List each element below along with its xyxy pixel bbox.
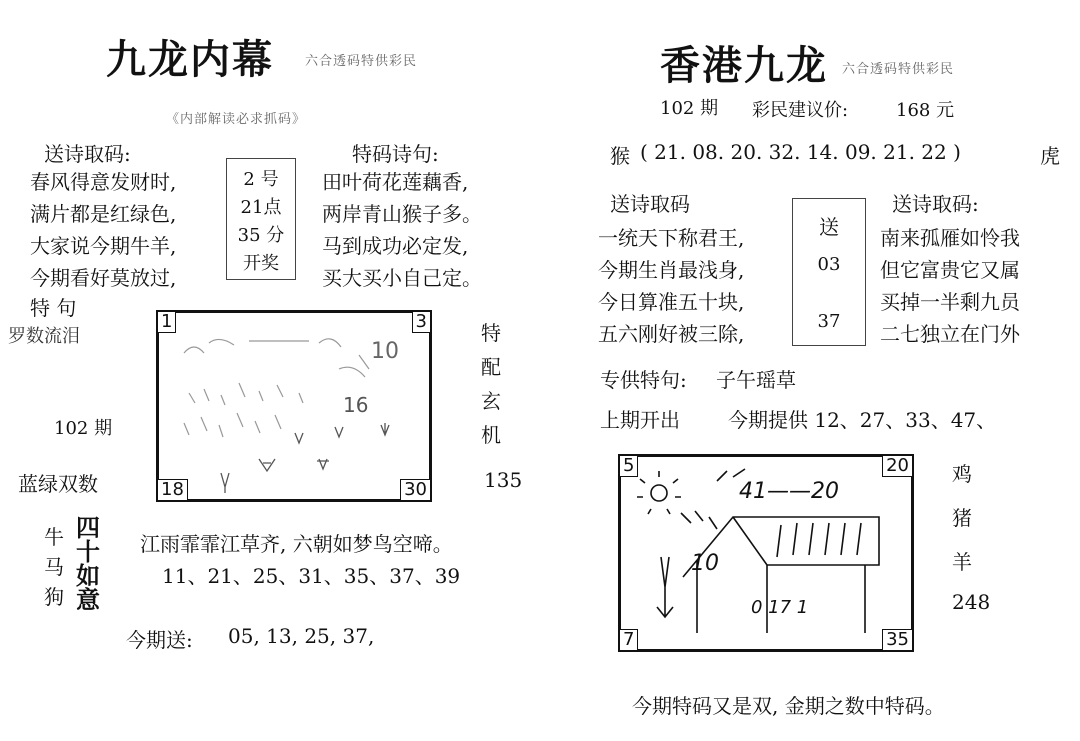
vertical-char: 特 xyxy=(481,321,501,345)
monkey-label: 猴 xyxy=(610,144,630,168)
corner-number: 7 xyxy=(619,629,638,651)
sketch-number: 10 xyxy=(371,339,399,364)
right-footer: 今期特码又是双, 金期之数中特码。 xyxy=(632,694,945,718)
number-sequence: ( 21. 08. 20. 32. 14. 09. 21. 22 ) xyxy=(640,140,961,164)
right-issue: 102 期 xyxy=(660,98,719,119)
left-poem-label: 送诗取码: xyxy=(44,142,131,166)
right-poem-right xyxy=(880,222,1020,350)
poem-label-left: 送诗取码 xyxy=(610,192,690,216)
corner-number: 3 xyxy=(412,311,431,333)
tj-label: 特 句 xyxy=(30,296,77,320)
poem-line: 买大买小自己定。 xyxy=(322,266,482,290)
motto-char: 意 xyxy=(76,585,100,614)
sketch-text: 10 xyxy=(691,551,719,576)
poem-line: 大家说今期牛羊, xyxy=(30,234,177,258)
corner-number: 18 xyxy=(157,479,188,501)
tiger-label: 虎 xyxy=(1040,144,1060,168)
right-title: 香港九龙 xyxy=(660,42,828,89)
side-animal: 羊 xyxy=(952,550,972,574)
side-animal: 鸡 xyxy=(952,462,972,486)
left-issue: 102 期 xyxy=(54,418,113,439)
send-box-number: 37 xyxy=(817,311,841,332)
side-animal: 猪 xyxy=(952,506,972,530)
left-sketch-drawing xyxy=(159,313,429,499)
left-title: 九龙内幕 xyxy=(106,36,274,83)
right-sketch-frame xyxy=(618,454,914,652)
right-title-sub: 六合透码特供彩民 xyxy=(842,62,955,77)
price: 168 元 xyxy=(896,100,955,121)
animals xyxy=(44,522,64,612)
poem-line: 田叶荷花莲藕香, xyxy=(322,170,469,194)
motto-char: 十 xyxy=(76,537,100,566)
poem-line: 满片都是红绿色, xyxy=(30,202,177,226)
right-sketch-drawing xyxy=(621,457,911,649)
send-box-label: 送 xyxy=(819,215,839,239)
corner-number: 5 xyxy=(619,455,638,477)
animal: 狗 xyxy=(44,585,64,609)
special-label: 专供特句: xyxy=(600,368,687,392)
price-label: 彩民建议价: xyxy=(752,100,849,121)
left-poem xyxy=(30,166,176,294)
right-vertical-text xyxy=(478,316,504,452)
motto xyxy=(76,513,100,614)
left-sketch-frame xyxy=(156,310,432,502)
tm-poem xyxy=(322,166,482,294)
vertical-char: 玄 xyxy=(481,389,501,413)
send-box-number: 03 xyxy=(817,254,841,275)
poem-label-right: 送诗取码: xyxy=(892,192,979,216)
send-numbers: 05, 13, 25, 37, xyxy=(228,624,375,648)
corner-number: 35 xyxy=(882,629,913,651)
color-hint: 蓝绿双数 xyxy=(18,472,98,496)
send-label: 今期送: xyxy=(126,628,193,652)
vertical-char: 机 xyxy=(481,423,501,447)
animal: 牛 xyxy=(44,525,64,549)
draw-info: 2 号 xyxy=(243,169,279,190)
right-number: 135 xyxy=(484,468,523,492)
special-text: 子午瑶草 xyxy=(716,368,796,392)
poem-line: 春风得意发财时, xyxy=(30,170,177,194)
draw-info: 21点 xyxy=(240,197,282,218)
right-poem-left xyxy=(598,222,744,350)
left-subtitle: 《内部解读必求抓码》 xyxy=(166,112,307,127)
poem-line: 两岸青山猴子多。 xyxy=(322,202,482,226)
side-animals xyxy=(952,452,972,584)
corner-number: 20 xyxy=(882,455,913,477)
motto-char: 如 xyxy=(76,561,100,590)
poem-line: 二七独立在门外 xyxy=(880,322,1020,346)
poem-line: 今期看好莫放过, xyxy=(30,266,177,290)
draw-info: 35 分 xyxy=(237,225,285,246)
poem-line: 今期生肖最浅身, xyxy=(598,258,745,282)
left-title-sub: 六合透码特供彩民 xyxy=(305,54,418,69)
poem-line: 南来孤雁如怜我 xyxy=(880,226,1020,250)
poem-line: 今日算准五十块, xyxy=(598,290,745,314)
poem-line: 买掉一半剩九员 xyxy=(880,290,1020,314)
poem-line: 但它富贵它又属 xyxy=(880,258,1020,282)
tj-text: 罗数流泪 xyxy=(8,326,80,347)
sketch-text: 41——20 xyxy=(739,479,839,504)
draw-info: 开奖 xyxy=(243,253,279,274)
motto-char: 四 xyxy=(76,513,100,542)
corner-number: 30 xyxy=(400,479,431,501)
vertical-char: 配 xyxy=(481,355,501,379)
sketch-text: 0 17 1 xyxy=(751,597,809,618)
sketch-number: 16 xyxy=(343,393,369,417)
poem2: 江雨霏霏江草齐, 六朝如梦鸟空啼。 xyxy=(140,532,453,556)
numbers: 11、21、25、31、35、37、39 xyxy=(162,564,461,588)
send-box xyxy=(792,198,866,346)
corner-number: 1 xyxy=(157,311,176,333)
side-number: 248 xyxy=(952,590,991,614)
poem-line: 一统天下称君王, xyxy=(598,226,745,250)
draw-time-box xyxy=(226,158,296,280)
tm-label: 特码诗句: xyxy=(352,142,439,166)
poem-line: 五六刚好被三除, xyxy=(598,322,745,346)
last-label: 上期开出 xyxy=(600,408,680,432)
provide-numbers: 今期提供 12、27、33、47、 xyxy=(728,408,997,432)
poem-line: 马到成功必定发, xyxy=(322,234,469,258)
animal: 马 xyxy=(44,555,64,579)
